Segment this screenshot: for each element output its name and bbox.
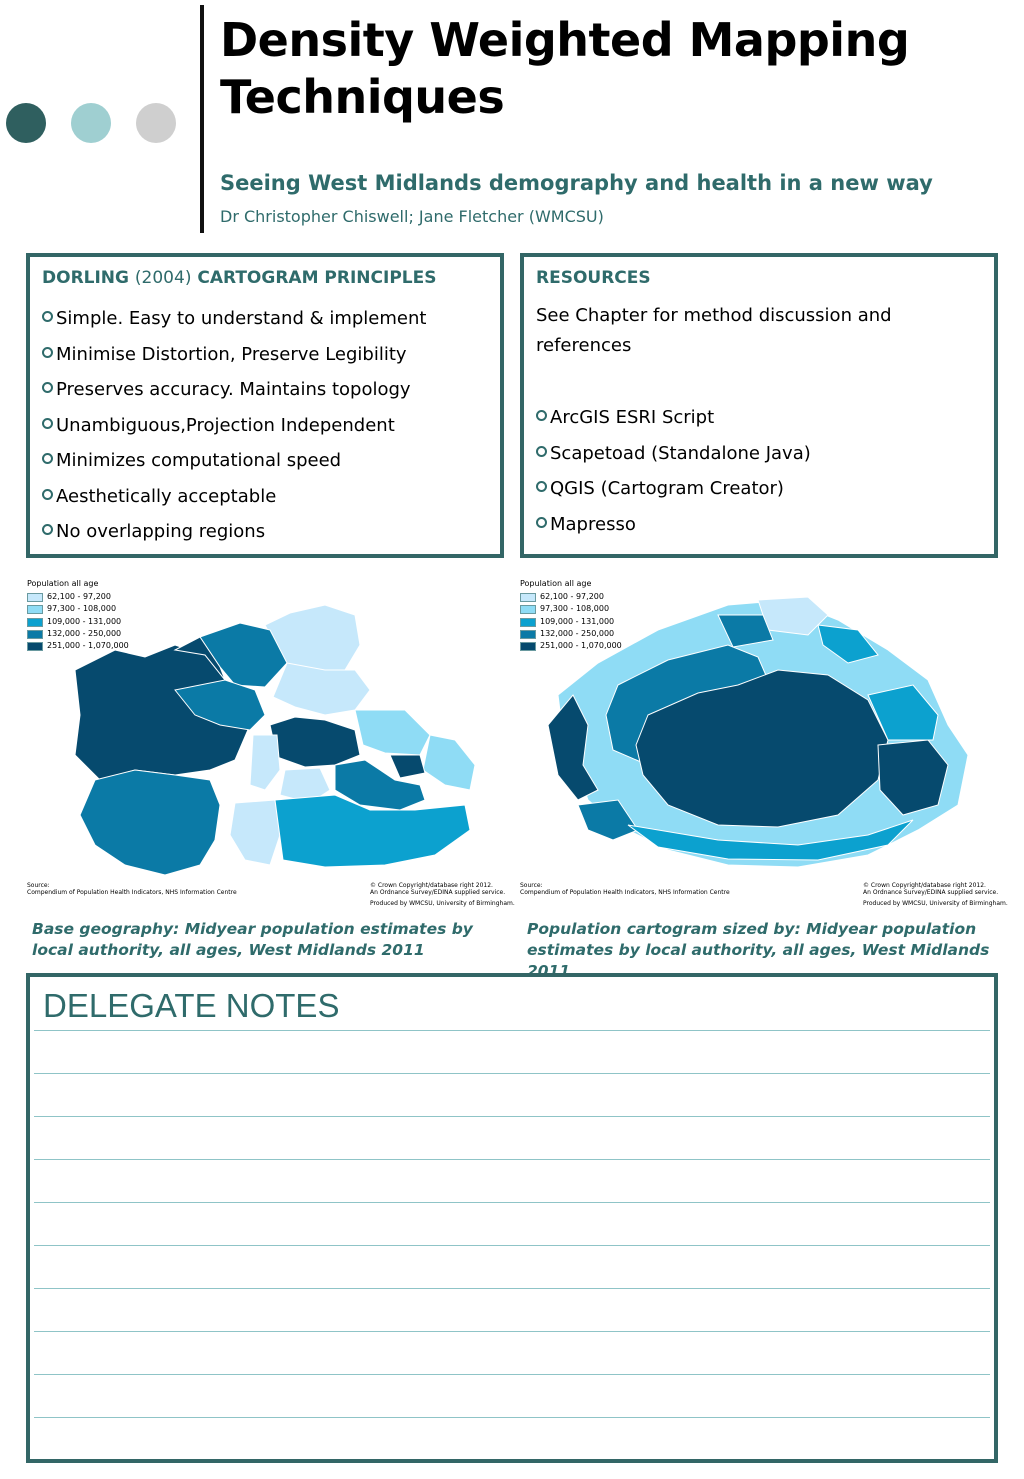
map-source: Source: Compendium of Population Health Indicators, NHS Information Centre bbox=[27, 882, 237, 896]
note-line bbox=[34, 1116, 990, 1117]
resources-intro: See Chapter for method discussion and references bbox=[536, 305, 892, 356]
dot-dark bbox=[6, 103, 46, 143]
title-divider bbox=[200, 5, 204, 233]
bullet-icon bbox=[42, 347, 53, 358]
page-subtitle: Seeing West Midlands demography and health in a new way bbox=[220, 171, 933, 195]
resources-box bbox=[520, 253, 998, 558]
principles-box bbox=[26, 253, 504, 558]
principles-heading bbox=[42, 268, 436, 288]
legend-swatch bbox=[520, 605, 536, 614]
resources-heading: RESOURCES bbox=[536, 268, 651, 288]
legend-swatch bbox=[27, 593, 43, 602]
delegate-notes-box bbox=[26, 973, 998, 1463]
note-line bbox=[34, 1245, 990, 1246]
list-item: Minimizes computational speed bbox=[42, 443, 426, 479]
bullet-icon bbox=[536, 481, 547, 492]
legend-title: Population all age bbox=[520, 579, 592, 588]
legend-swatch bbox=[520, 593, 536, 602]
note-line bbox=[34, 1288, 990, 1289]
bullet-icon bbox=[536, 446, 547, 457]
legend-swatch bbox=[27, 618, 43, 627]
note-line bbox=[34, 1073, 990, 1074]
notes-title: DELEGATE NOTES bbox=[43, 987, 340, 1024]
note-line bbox=[34, 1331, 990, 1332]
heading-dorling: DORLING bbox=[42, 268, 129, 288]
map-produced-by: Produced by WMCSU, University of Birmingham. bbox=[863, 900, 1008, 907]
note-line bbox=[34, 1374, 990, 1375]
bullet-icon bbox=[42, 382, 53, 393]
list-item: Unambiguous,Projection Independent bbox=[42, 408, 426, 444]
bullet-icon bbox=[42, 524, 53, 535]
caption-cartogram: Population cartogram sized by: Midyear population estimates by local authority, all ages, West Midlands 2011 bbox=[527, 920, 990, 980]
note-line bbox=[34, 1030, 990, 1031]
list-item: No overlapping regions bbox=[42, 514, 426, 550]
list-item: Mapresso bbox=[536, 507, 811, 543]
note-line bbox=[34, 1417, 990, 1418]
legend-swatch bbox=[27, 630, 43, 639]
dot-light-teal bbox=[71, 103, 111, 143]
legend-swatch bbox=[27, 642, 43, 651]
legend-swatch bbox=[520, 630, 536, 639]
legend-title: Population all age bbox=[27, 579, 99, 588]
caption-base-geography: Base geography: Midyear population estimates by local authority, all ages, West Midlands 2011 bbox=[32, 920, 473, 959]
note-line bbox=[34, 1159, 990, 1160]
bullet-icon bbox=[42, 418, 53, 429]
map-produced-by: Produced by WMCSU, University of Birmingham. bbox=[370, 900, 515, 907]
base-geography-map: Population all age 62,100 - 97,200 97,300 - 108,000 109,000 - 131,000 132,000 - 250,000 251,000 - 1,070,000 Source: Compendium of Population Health Indicators, NHS Information Centre © Crown Copyright/database right 2012. An Ordnance Survey/EDINA supplied service. Produced by WMCSU, University of Birmingham. bbox=[25, 575, 505, 915]
map-copyright: © Crown Copyright/database right 2012. An Ordnance Survey/EDINA supplied service. bbox=[863, 882, 999, 896]
note-line bbox=[34, 1202, 990, 1203]
bullet-icon bbox=[42, 453, 53, 464]
legend-swatch bbox=[520, 642, 536, 651]
list-item: Minimise Distortion, Preserve Legibility bbox=[42, 337, 426, 373]
page-title: Density Weighted Mapping Techniques bbox=[220, 13, 910, 124]
heading-year: (2004) bbox=[134, 268, 192, 288]
list-item: ArcGIS ESRI Script bbox=[536, 400, 811, 436]
bullet-icon bbox=[536, 410, 547, 421]
dot-grey bbox=[136, 103, 176, 143]
principles-list bbox=[42, 301, 426, 550]
list-item: Preserves accuracy. Maintains topology bbox=[42, 372, 426, 408]
authors: Dr Christopher Chiswell; Jane Fletcher (WMCSU) bbox=[220, 207, 604, 226]
map-copyright: © Crown Copyright/database right 2012. An Ordnance Survey/EDINA supplied service. bbox=[370, 882, 506, 896]
bullet-icon bbox=[42, 311, 53, 322]
legend-swatch bbox=[520, 618, 536, 627]
map-source: Source: Compendium of Population Health Indicators, NHS Information Centre bbox=[520, 882, 730, 896]
list-item: QGIS (Cartogram Creator) bbox=[536, 471, 811, 507]
cartogram-map: Population all age 62,100 - 97,200 97,300 - 108,000 109,000 - 131,000 132,000 - 250,000 251,000 - 1,070,000 Source: Compendium of Population Health Indicators, NHS Information Centre © Crown Copyright/database right 2012. An Ordnance Survey/EDINA supplied service. Produced by WMCSU, University of Birmingham. bbox=[518, 575, 998, 915]
list-item: Aesthetically acceptable bbox=[42, 479, 426, 515]
resources-list bbox=[536, 400, 811, 542]
bullet-icon bbox=[536, 517, 547, 528]
bullet-icon bbox=[42, 489, 53, 500]
list-item: Simple. Easy to understand & implement bbox=[42, 301, 426, 337]
list-item: Scapetoad (Standalone Java) bbox=[536, 436, 811, 472]
heading-principles: CARTOGRAM PRINCIPLES bbox=[197, 268, 437, 288]
legend-swatch bbox=[27, 605, 43, 614]
